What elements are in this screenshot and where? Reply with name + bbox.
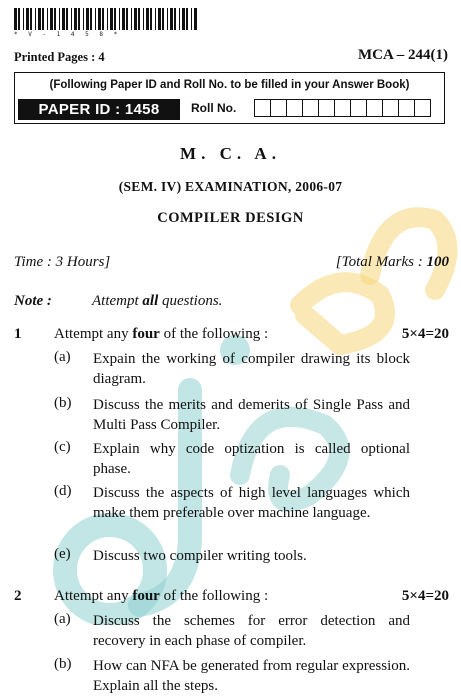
barcode-bar xyxy=(194,8,197,30)
roll-no-box xyxy=(286,99,303,117)
barcode-bar xyxy=(26,8,29,30)
question-intro-suffix: of the following : xyxy=(159,326,269,342)
barcode-bar xyxy=(191,8,192,30)
roll-no-label: Roll No. xyxy=(191,101,237,115)
barcode-bar xyxy=(86,8,89,30)
barcode-bar xyxy=(119,8,120,30)
barcode-bar xyxy=(74,8,77,30)
barcode-bar xyxy=(167,8,168,30)
barcode-bar xyxy=(170,8,173,30)
barcode-bar xyxy=(146,8,149,30)
note-label: Note : xyxy=(14,293,52,309)
roll-no-box xyxy=(254,99,271,117)
note-text xyxy=(92,293,222,310)
subject-title: COMPILER DESIGN xyxy=(157,210,304,226)
question-intro-prefix: Attempt any xyxy=(54,326,133,342)
roll-no-box xyxy=(318,99,335,117)
barcode xyxy=(14,8,200,30)
roll-no-box xyxy=(414,99,431,117)
part-label: (b) xyxy=(54,395,72,411)
barcode-bar xyxy=(110,8,113,30)
barcode-bar xyxy=(98,8,101,30)
barcode-bar xyxy=(158,8,161,30)
part-text: How can NFA be generated from regular expression. Explain all the steps. xyxy=(93,658,410,694)
barcode-bar xyxy=(134,8,137,30)
roll-no-box xyxy=(382,99,399,117)
question-number: 2 xyxy=(14,588,22,604)
barcode-bar xyxy=(186,8,188,30)
barcode-bar xyxy=(122,8,125,30)
barcode-bar xyxy=(95,8,96,30)
part-label: (a) xyxy=(54,611,71,627)
part-text: Discuss two compiler writing tools. xyxy=(93,548,307,564)
part-text: Expain the working of compiler drawing its block diagram. xyxy=(93,351,410,387)
barcode-bar xyxy=(50,8,53,30)
part-label: (e) xyxy=(54,546,71,562)
part-text: Explain why code optization is called optional phase. xyxy=(93,441,410,477)
note-text-prefix: Attempt xyxy=(92,293,143,309)
roll-no-box xyxy=(334,99,351,117)
barcode-bar xyxy=(83,8,84,30)
question-marks: 5×4=20 xyxy=(401,588,449,604)
roll-no-boxes xyxy=(255,99,431,117)
barcode-bar xyxy=(71,8,72,30)
barcode-bar xyxy=(30,8,32,30)
barcode-bar xyxy=(150,8,152,30)
roll-no-box xyxy=(270,99,287,117)
barcode-bar xyxy=(174,8,176,30)
paper-id-badge: PAPER ID : 1458 xyxy=(18,99,180,120)
question-intro-bold: four xyxy=(132,588,160,604)
part-label: (b) xyxy=(54,656,72,672)
total-marks-label: [Total Marks : xyxy=(335,254,427,270)
question-intro xyxy=(54,588,268,605)
roll-no-box xyxy=(350,99,367,117)
watermark-e xyxy=(300,282,385,345)
question-marks: 5×4=20 xyxy=(401,326,449,342)
total-marks xyxy=(336,254,449,271)
question-intro-prefix: Attempt any xyxy=(54,588,133,604)
note-text-bold: all xyxy=(142,293,159,309)
roll-no-box xyxy=(366,99,383,117)
part-text: Discuss the merits and demerits of Single Pass and Multi Pass Compiler. xyxy=(93,397,410,433)
time-allowed: Time : 3 Hours] xyxy=(14,254,111,270)
barcode-bar xyxy=(23,8,24,30)
exam-session: (SEM. IV) EXAMINATION, 2006-07 xyxy=(118,179,343,194)
part-text: Discuss the schemes for error detection and recovery in each phase of compiler. xyxy=(93,613,410,649)
total-marks-value: 100 xyxy=(426,254,449,270)
barcode-bar xyxy=(114,8,116,30)
barcode-bar xyxy=(143,8,144,30)
part-label: (d) xyxy=(54,483,72,499)
roll-no-box xyxy=(302,99,319,117)
barcode-bar xyxy=(38,8,41,30)
barcode-bar xyxy=(182,8,185,30)
barcode-bar xyxy=(138,8,140,30)
barcode-bar xyxy=(66,8,68,30)
barcode-bar xyxy=(18,8,20,30)
barcode-bar xyxy=(162,8,164,30)
barcode-bar xyxy=(107,8,108,30)
barcode-bar xyxy=(179,8,180,30)
barcode-bar xyxy=(102,8,104,30)
barcode-bar xyxy=(126,8,128,30)
question-intro xyxy=(54,326,268,343)
paper-info-box xyxy=(14,72,445,124)
paper-code: MCA – 244(1) xyxy=(358,47,448,63)
question-intro-suffix: of the following : xyxy=(159,588,269,604)
barcode-text: * V - 1 4 5 8 * xyxy=(14,31,121,38)
barcode-bar xyxy=(42,8,44,30)
barcode-bar xyxy=(59,8,60,30)
barcode-bar xyxy=(35,8,36,30)
barcode-bar xyxy=(78,8,80,30)
barcode-bar xyxy=(47,8,48,30)
question-intro-bold: four xyxy=(132,326,160,342)
roll-no-box xyxy=(398,99,415,117)
note-text-suffix: questions. xyxy=(158,293,223,309)
printed-pages: Printed Pages : 4 xyxy=(14,50,105,64)
exam-title: M. C. A. xyxy=(180,144,281,163)
barcode-bar xyxy=(155,8,156,30)
barcode-bar xyxy=(131,8,132,30)
fill-notice: (Following Paper ID and Roll No. to be filled in your Answer Book) xyxy=(49,79,410,91)
barcode-bar xyxy=(90,8,92,30)
part-label: (c) xyxy=(54,439,71,455)
barcode-bar xyxy=(62,8,65,30)
question-number: 1 xyxy=(14,326,22,342)
part-label: (a) xyxy=(54,349,71,365)
barcode-bar xyxy=(54,8,56,30)
part-text: Discuss the aspects of high level languages which make them preferable over machine language. xyxy=(93,485,410,521)
barcode-bar xyxy=(14,8,17,30)
